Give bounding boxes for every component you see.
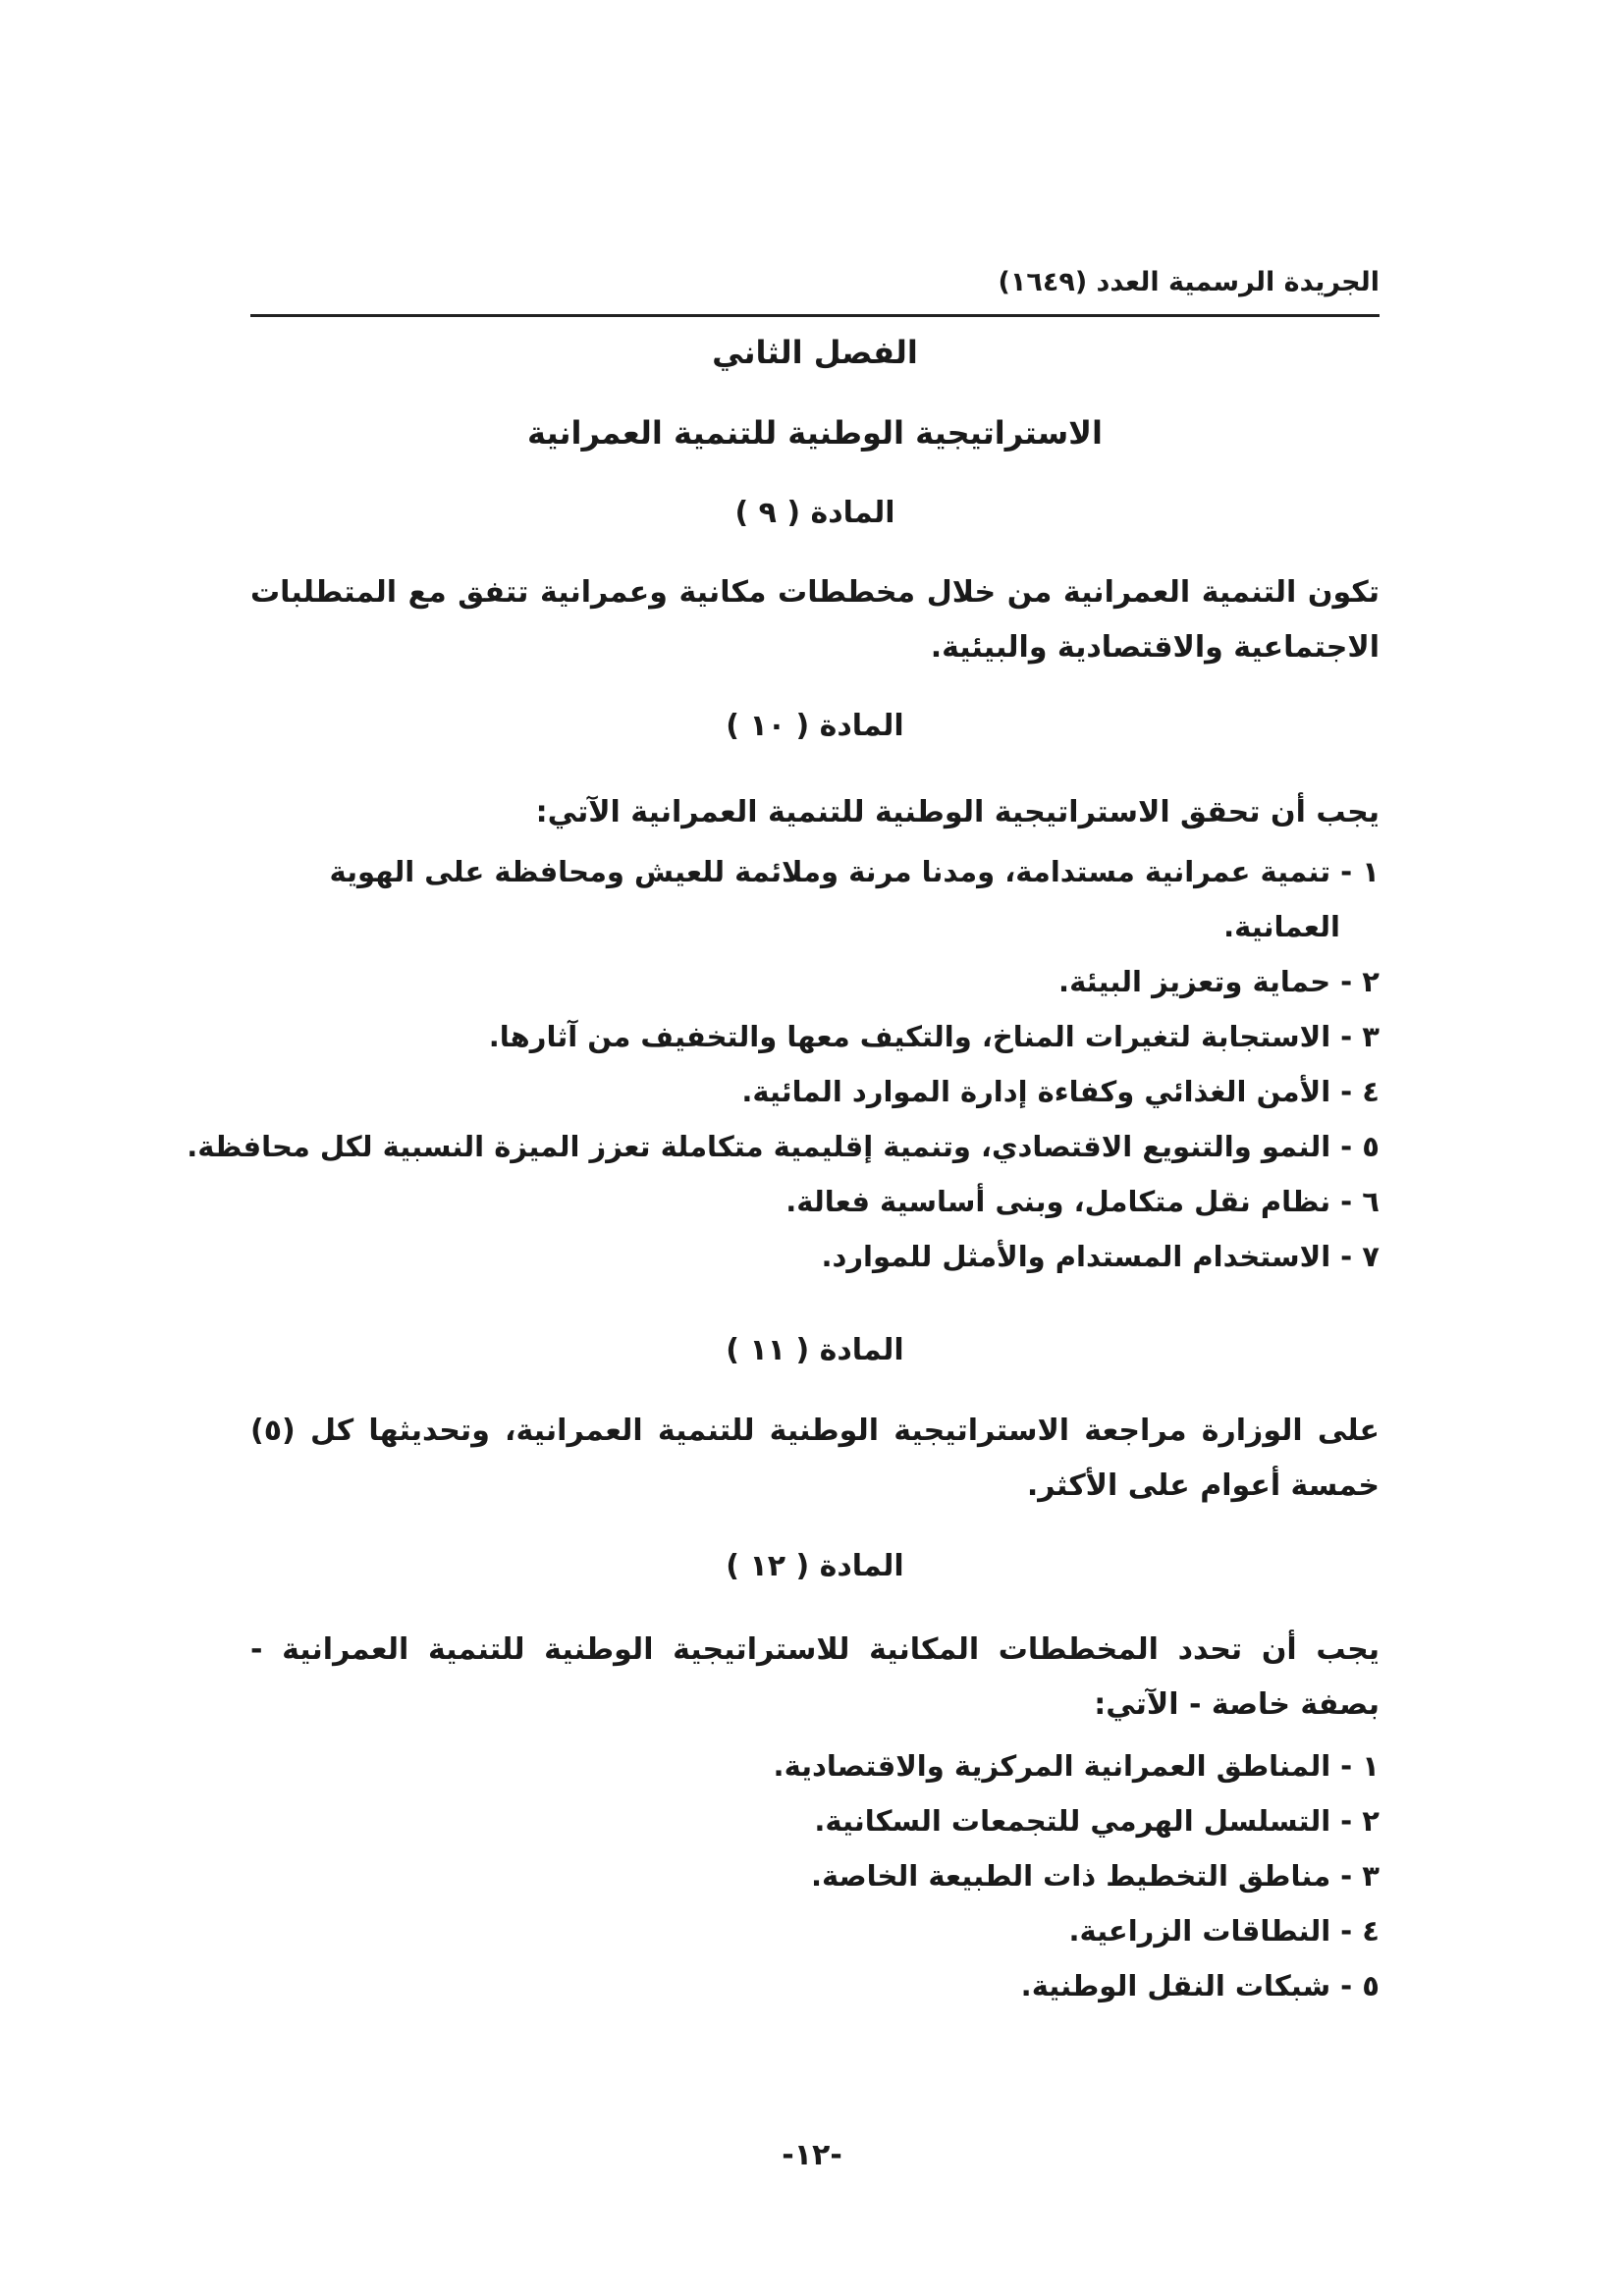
list-item-text: المناطق العمرانية المركزية والاقتصادية.	[773, 1749, 1331, 1783]
list-item-number: ٢ -	[1340, 1804, 1380, 1838]
list-item	[187, 1119, 1380, 1174]
list-item-number: ٦ -	[1340, 1185, 1380, 1218]
article-12-title: المادة ( ١٢ )	[726, 1549, 904, 1583]
article-11-text: على الوزارة مراجعة الاستراتيجية الوطنية للتنمية العمرانية، وتحديثها كل (٥) خمسة أعوام على الأكثر.	[250, 1414, 1380, 1503]
list-item	[774, 1903, 1380, 1958]
article-11-title: المادة ( ١١ )	[726, 1333, 904, 1367]
list-item-text: الأمن الغذائي وكفاءة إدارة الموارد المائية.	[741, 1075, 1331, 1108]
page-number: -١٢-	[782, 2138, 842, 2172]
list-item-continuation: العمانية.	[1223, 910, 1340, 943]
article-12-list	[774, 1738, 1380, 2013]
list-item-text: التسلسل الهرمي للتجمعات السكانية.	[814, 1804, 1331, 1838]
article-12-intro: يجب أن تحدد المخططات المكانية للاستراتيجية الوطنية للتنمية العمرانية - بصفة خاصة - الآتي:	[250, 1632, 1380, 1722]
list-item	[187, 1064, 1380, 1119]
list-item	[244, 844, 1380, 954]
list-item-text: النطاقات الزراعية.	[1068, 1914, 1331, 1948]
list-item-number: ١ -	[1340, 855, 1380, 888]
list-item-text: الاستجابة لتغيرات المناخ، والتكيف معها والتخفيف من آثارها.	[488, 1020, 1331, 1053]
list-item-number: ٣ -	[1340, 1859, 1380, 1893]
list-item-text: شبكات النقل الوطنية.	[1020, 1969, 1331, 2002]
list-item	[774, 1958, 1380, 2013]
list-item-text: تنمية عمرانية مستدامة، ومدنا مرنة وملائمة للعيش ومحافظة على الهوية	[329, 855, 1331, 888]
list-item	[774, 1848, 1380, 1903]
list-item-number: ٧ -	[1340, 1240, 1380, 1273]
list-item-number: ٥ -	[1340, 1130, 1380, 1163]
list-item-number: ٢ -	[1340, 965, 1380, 998]
list-item	[774, 1793, 1380, 1848]
list-item-text: نظام نقل متكامل، وبنى أساسية فعالة.	[785, 1185, 1331, 1218]
list-item-text: حماية وتعزيز البيئة.	[1058, 965, 1331, 998]
list-item-number: ٥ -	[1340, 1969, 1380, 2002]
list-item-number: ٤ -	[1340, 1914, 1380, 1948]
list-item-number: ٤ -	[1340, 1075, 1380, 1108]
list-item	[774, 1738, 1380, 1793]
list-item	[187, 954, 1380, 1009]
article-9-text: تكون التنمية العمرانية من خلال مخططات مكانية وعمرانية تتفق مع المتطلبات الاجتماعية والاقتصادية والبيئية.	[250, 575, 1380, 665]
list-item	[187, 1229, 1380, 1284]
article-9-title: المادة ( ٩ )	[734, 496, 895, 530]
list-item-text: مناطق التخطيط ذات الطبيعة الخاصة.	[811, 1859, 1331, 1893]
article-10-intro: يجب أن تحقق الاستراتيجية الوطنية للتنمية العمرانية الآتي:	[535, 795, 1380, 829]
list-item	[187, 1009, 1380, 1064]
article-10-list	[187, 844, 1380, 1284]
list-item-number: ٣ -	[1340, 1020, 1380, 1053]
article-10-title: المادة ( ١٠ )	[726, 709, 904, 743]
chapter-title: الفصل الثاني	[712, 334, 918, 371]
list-item	[187, 1174, 1380, 1229]
list-item-text: الاستخدام المستدام والأمثل للموارد.	[821, 1240, 1331, 1273]
chapter-subtitle: الاستراتيجية الوطنية للتنمية العمرانية	[527, 414, 1103, 452]
list-item-number: ١ -	[1340, 1749, 1380, 1783]
gazette-issue-title: الجريدة الرسمية العدد (١٦٤٩)	[998, 267, 1380, 297]
page-header	[250, 263, 1380, 317]
list-item-text: النمو والتنويع الاقتصادي، وتنمية إقليمية متكاملة تعزز الميزة النسبية لكل محافظة.	[187, 1130, 1331, 1163]
